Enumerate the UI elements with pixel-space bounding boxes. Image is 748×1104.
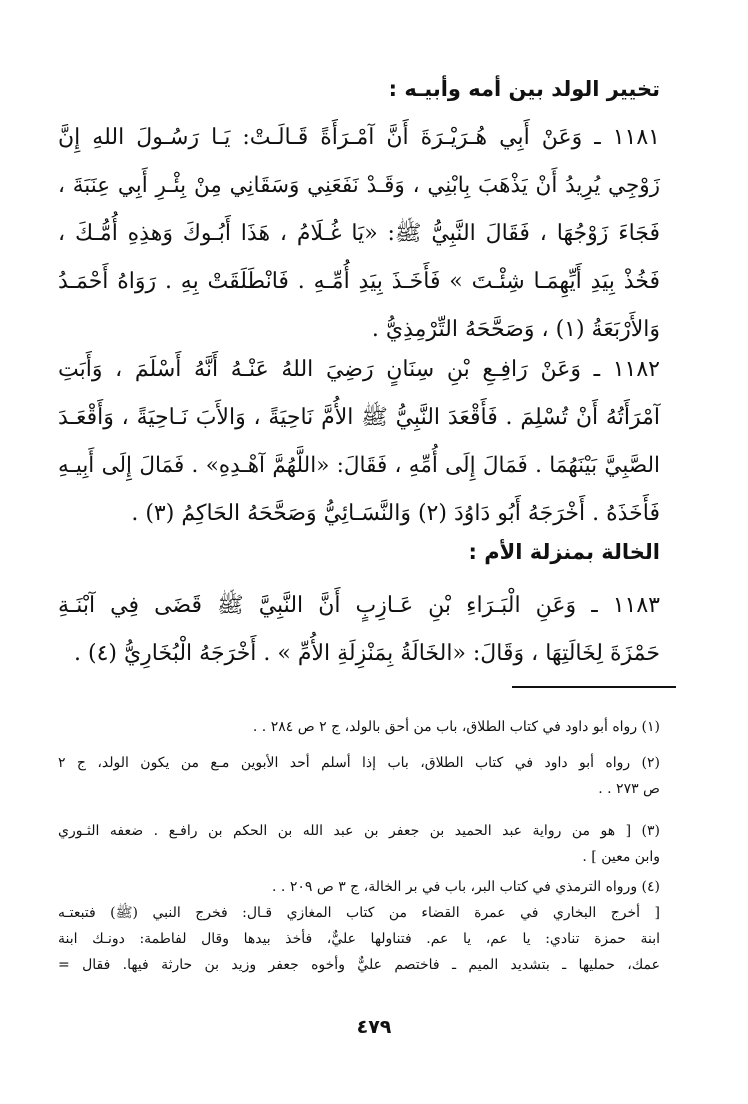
hadith-line: آمْرَأَتُهُ أَنْ تُسْلِمَ . فَأَقْعَدَ النَّبِيُّ ﷺ الأُمَّ نَاحِيَةً ، وَالأَبَ نَـاحِيَةً ، وَأَقْعَـدَ: [58, 405, 660, 430]
hadith-1181: [58, 114, 660, 354]
footnote-line: (٢) رواه أبو داود في كتاب الطلاق، باب إذا أسلم أحد الأبوين مـع من يكون الولد، ج ٢: [58, 755, 660, 771]
footnote-line: (٣) [ هو من رواية عبد الحميد بن جعفر بن عبد الله بن الحكم بن رافـع . ضعفه الثـوري: [58, 823, 660, 839]
footnote-divider: [512, 686, 676, 688]
footnote-3: [58, 818, 660, 870]
hadith-line: فَجَاءَ زَوْجُهَا ، فَقَالَ النَّبِيُّ ﷺ: «يَا غُـلَامُ ، هَذَا أَبُـوكَ وَهذِهِ أُمُّـكَ ،: [58, 221, 660, 246]
footnote-1: [58, 714, 660, 740]
hadith-1183: [58, 582, 660, 678]
footnote-4-continuation: [58, 900, 660, 978]
hadith-line: ١١٨١ ـ وَعَنْ أَبِي هُـرَيْـرَةَ أَنَّ آمْـرَأَةً قَـالَـتْ: يَـا رَسُـولَ اللهِ إِنَّ: [58, 125, 660, 150]
footnote-2: [58, 750, 660, 802]
footnote-line: ابنة حمزة تنادي: يا عم، يا عم. فتناولها عليٌّ، فأخذ بيدها وقال لفاطمة: دونـك ابنة: [58, 931, 660, 947]
footnote-line: (٤) ورواه الترمذي في كتاب البر، باب في بر الخالة، ج ٣ ص ٢٠٩ . .: [272, 879, 660, 895]
footnote-line: [ أخرج البخاري في عمرة القضاء من كتاب المغازي قـال: فخرج النبي (ﷺ) فتبعتـه: [58, 905, 660, 921]
hadith-line: وَالأَرْبَعَةُ (١) ، وَصَحَّحَهُ التِّرْمِذِيُّ .: [371, 317, 660, 342]
footnote-line: ص ٢٧٣ . .: [598, 781, 660, 797]
hadith-line: حَمْزَةَ لِخَالَتِهَا ، وَقَالَ: «الخَالَةُ بِمَنْزِلَةِ الأُمِّ » . أَخْرَجَهُ الْبُخَارِيُّ (٤) .: [73, 641, 660, 666]
section-heading-maternal-aunt: الخالة بمنزلة الأم :: [468, 540, 660, 564]
hadith-line: ١١٨٢ ـ وَعَنْ رَافِـعِ بْنِ سِنَانٍ رَضِيَ اللهُ عَنْـهُ أَنَّهُ أَسْلَمَ ، وَأَبَتِ: [58, 357, 660, 382]
hadith-line: الصَّبِيَّ بَيْنَهُمَا . فَمَالَ إِلَى أُمِّهِ ، فَقَالَ: «اللَّهُمَّ آهْـدِهِ» . فَمَالَ إِلَى أَبِيـهِ: [58, 453, 660, 478]
hadith-line: فَخُذْ بِيَدِ أَيِّهِمَـا شِئْـتَ » فَأَخَـذَ بِيَدِ أُمِّـهِ . فَانْطَلَقَتْ بِهِ . رَوَاهُ أَحْمَـدُ: [58, 269, 660, 294]
hadith-line: ١١٨٣ ـ وَعَنِ الْبَـرَاءِ بْنِ عَـازِبٍ أَنَّ النَّبِيَّ ﷺ قَضَى فِي آبْنَـةِ: [58, 593, 660, 618]
footnote-4: [58, 874, 660, 900]
hadith-1182: [58, 346, 660, 538]
section-heading-child-custody: تخيير الولد بين أمه وأبيـه :: [388, 77, 660, 101]
hadith-line: زَوْجِي يُرِيدُ أَنْ يَذْهَبَ بِابْنِي ، وَقَـدْ نَفَعَنِي وَسَقَانِي مِنْ بِئْـرِ أَبِي عِنَبَةَ ،: [58, 173, 660, 198]
footnote-line: عمك، حمليها ـ بتشديد الميم ـ فاختصم عليٌّ وأخوه جعفر وزيد بن حارثة فيها. فقال =: [58, 957, 660, 973]
footnote-line: (١) رواه أبو داود في كتاب الطلاق، باب من أحق بالولد، ج ٢ ص ٢٨٤ . .: [252, 719, 660, 735]
footnote-line: وابن معين ] .: [582, 849, 660, 865]
page-number: ٤٧٩: [356, 1016, 392, 1038]
hadith-line: فَأَخَذَهُ . أَخْرَجَهُ أَبُو دَاوُدَ (٢) وَالنَّسَـائِيُّ وَصَحَّحَهُ الحَاكِمُ (٣) .: [131, 501, 660, 526]
